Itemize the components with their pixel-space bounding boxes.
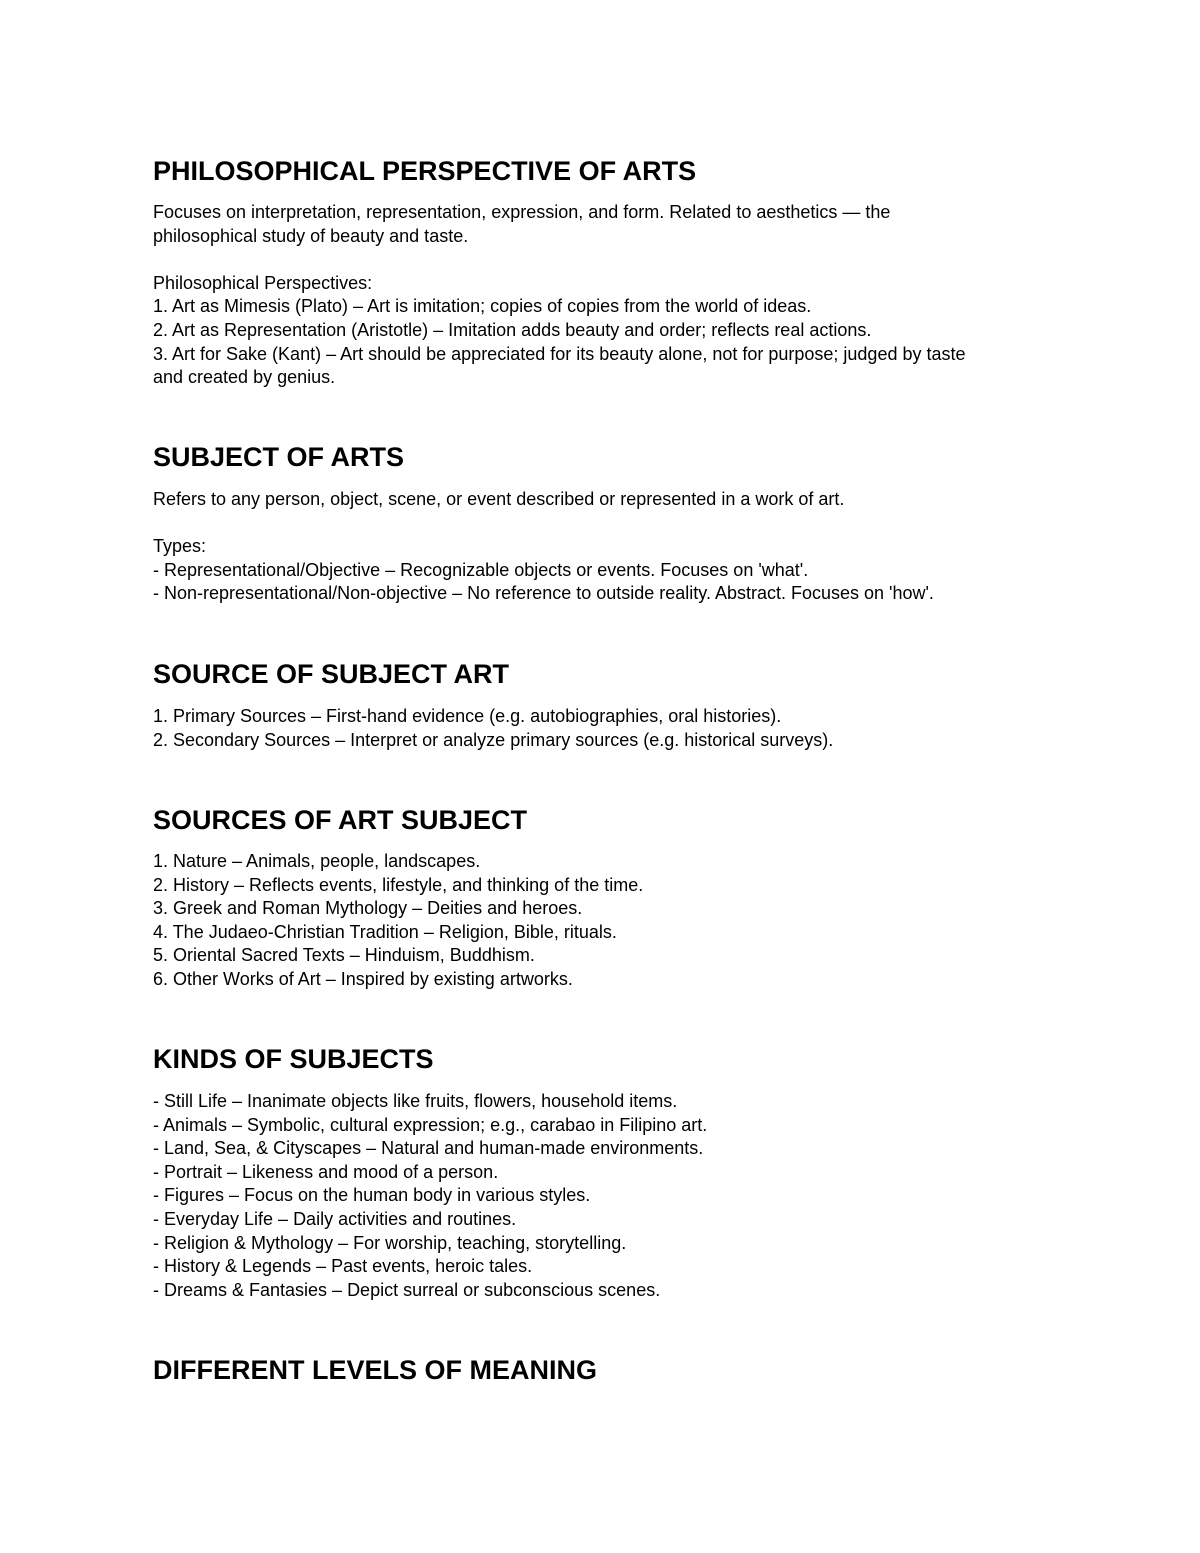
list-heading: Types: [153, 536, 207, 557]
paragraph-gap [153, 248, 1053, 272]
section-body-philosophical-perspective [153, 201, 1053, 390]
list-item: - Still Life – Inanimate objects like fruits, flowers, household items. [153, 1091, 678, 1111]
section-title-philosophical-perspective: PHILOSOPHICAL PERSPECTIVE OF ARTS [153, 156, 697, 186]
list-item: - Land, Sea, & Cityscapes – Natural and human-made environments. [153, 1138, 704, 1159]
list-item: 3. Art for Sake (Kant) – Art should be appreciated for its beauty alone, not for purpose; judged by taste [153, 343, 966, 364]
intro-line: Focuses on interpretation, representation, expression, and form. Related to aesthetics — the [153, 202, 891, 222]
list-item: - Animals – Symbolic, cultural expression; e.g., carabao in Filipino art. [153, 1114, 708, 1135]
list-item: 1. Art as Mimesis (Plato) – Art is imitation; copies of copies from the world of ideas. [153, 296, 812, 317]
list-item: - Everyday Life – Daily activities and routines. [153, 1208, 517, 1229]
paragraph-gap [153, 512, 1053, 536]
list-item: 2. Secondary Sources – Interpret or analyze primary sources (e.g. historical surveys). [153, 729, 834, 750]
list-item: - Dreams & Fantasies – Depict surreal or subconscious scenes. [153, 1279, 661, 1300]
list-item: 1. Nature – Animals, people, landscapes. [153, 851, 481, 871]
list-item: 1. Primary Sources – First-hand evidence (e.g. autobiographies, oral histories). [153, 706, 782, 726]
list-item: 4. The Judaeo-Christian Tradition – Religion, Bible, rituals. [153, 921, 617, 942]
section-body-source-of-subject-art [153, 705, 1053, 752]
intro-line: philosophical study of beauty and taste. [153, 225, 469, 246]
list-item: - Representational/Objective – Recognizable objects or events. Focuses on 'what'. [153, 559, 809, 580]
section-title-sources-of-art-subject: SOURCES OF ART SUBJECT [153, 805, 528, 835]
section-body-subject-of-arts [153, 488, 1053, 606]
section-title-different-levels-of-meaning: DIFFERENT LEVELS OF MEANING [153, 1355, 598, 1385]
list-item: - History & Legends – Past events, heroic tales. [153, 1256, 533, 1277]
list-item: 3. Greek and Roman Mythology – Deities and heroes. [153, 898, 583, 919]
list-item: 6. Other Works of Art – Inspired by existing artworks. [153, 968, 573, 989]
intro-line: Refers to any person, object, scene, or event described or represented in a work of art. [153, 489, 845, 509]
section-title-kinds-of-subjects: KINDS OF SUBJECTS [153, 1044, 434, 1074]
section-title-source-of-subject-art: SOURCE OF SUBJECT ART [153, 659, 510, 689]
list-item: 2. History – Reflects events, lifestyle, and thinking of the time. [153, 874, 644, 895]
list-item: - Religion & Mythology – For worship, teaching, storytelling. [153, 1232, 627, 1253]
list-item: 5. Oriental Sacred Texts – Hinduism, Buddhism. [153, 945, 535, 966]
list-item: and created by genius. [153, 367, 336, 388]
list-item: - Non-representational/Non-objective – No reference to outside reality. Abstract. Focuses on 'how'. [153, 583, 934, 604]
section-body-kinds-of-subjects [153, 1090, 1053, 1302]
list-item: - Portrait – Likeness and mood of a person. [153, 1161, 499, 1182]
section-title-subject-of-arts: SUBJECT OF ARTS [153, 442, 405, 472]
list-item: - Figures – Focus on the human body in various styles. [153, 1185, 591, 1206]
list-heading: Philosophical Perspectives: [153, 272, 373, 293]
list-item: 2. Art as Representation (Aristotle) – Imitation adds beauty and order; reflects real actions. [153, 319, 872, 340]
section-body-sources-of-art-subject [153, 850, 1053, 992]
